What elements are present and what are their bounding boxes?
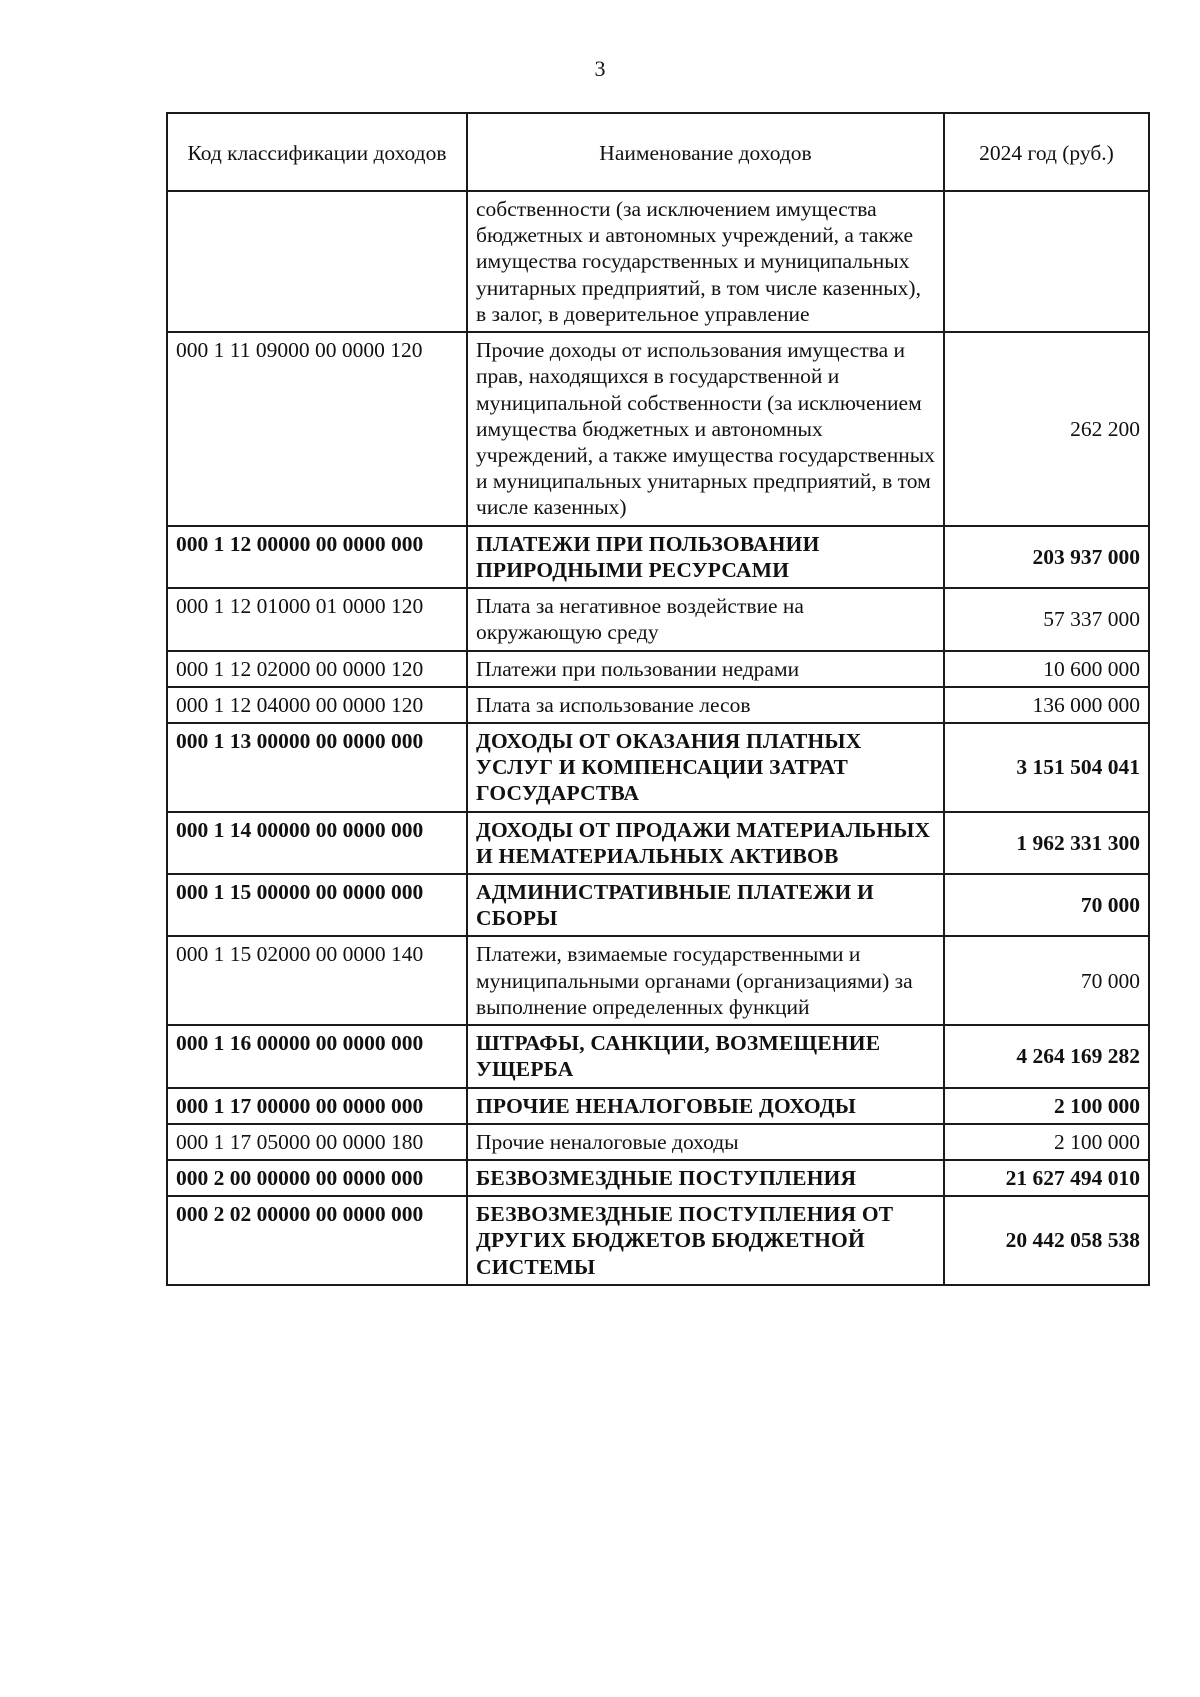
table-header (167, 113, 1149, 191)
name-cell: Прочие неналоговые доходы (467, 1124, 944, 1160)
amount-cell: 136 000 000 (944, 687, 1149, 723)
table-row (167, 191, 1149, 332)
code-cell: 000 1 14 00000 00 0000 000 (167, 812, 467, 874)
amount-cell: 21 627 494 010 (944, 1160, 1149, 1196)
table-row (167, 651, 1149, 687)
header-code: Код классификации доходов (167, 113, 467, 191)
code-cell: 000 1 16 00000 00 0000 000 (167, 1025, 467, 1087)
amount-cell: 262 200 (944, 332, 1149, 526)
name-cell: ПРОЧИЕ НЕНАЛОГОВЫЕ ДОХОДЫ (467, 1088, 944, 1124)
table-row (167, 1025, 1149, 1087)
table-row (167, 588, 1149, 650)
name-cell: Платежи, взимаемые государственными и муниципальными органами (организациями) за выполнение определенных функций (467, 936, 944, 1025)
amount-cell: 70 000 (944, 936, 1149, 1025)
name-cell: Прочие доходы от использования имущества и прав, находящихся в государственной и муниципальной собственности (за исключением имущества бюджетных и автономных учреждений, а также имущества государственных и муниципальных унитарных предприятий, в том числе казенных) (467, 332, 944, 526)
name-cell: Платежи при пользовании недрами (467, 651, 944, 687)
table-row (167, 687, 1149, 723)
code-cell: 000 1 11 09000 00 0000 120 (167, 332, 467, 526)
amount-cell: 203 937 000 (944, 526, 1149, 588)
code-cell: 000 1 12 02000 00 0000 120 (167, 651, 467, 687)
code-cell: 000 1 12 04000 00 0000 120 (167, 687, 467, 723)
code-cell: 000 1 13 00000 00 0000 000 (167, 723, 467, 812)
amount-cell: 4 264 169 282 (944, 1025, 1149, 1087)
name-cell: ДОХОДЫ ОТ ОКАЗАНИЯ ПЛАТНЫХ УСЛУГ И КОМПЕНСАЦИИ ЗАТРАТ ГОСУДАРСТВА (467, 723, 944, 812)
name-cell: АДМИНИСТРАТИВНЫЕ ПЛАТЕЖИ И СБОРЫ (467, 874, 944, 936)
amount-cell: 2 100 000 (944, 1124, 1149, 1160)
code-cell: 000 2 02 00000 00 0000 000 (167, 1196, 467, 1285)
amount-cell: 1 962 331 300 (944, 812, 1149, 874)
name-cell: ШТРАФЫ, САНКЦИИ, ВОЗМЕЩЕНИЕ УЩЕРБА (467, 1025, 944, 1087)
code-cell: 000 2 00 00000 00 0000 000 (167, 1160, 467, 1196)
name-cell: Плата за негативное воздействие на окружающую среду (467, 588, 944, 650)
amount-cell: 70 000 (944, 874, 1149, 936)
revenue-table (166, 112, 1150, 1286)
code-cell: 000 1 15 02000 00 0000 140 (167, 936, 467, 1025)
table-row (167, 332, 1149, 526)
table-row (167, 723, 1149, 812)
page-number: 3 (594, 56, 606, 81)
table-row (167, 1124, 1149, 1160)
name-cell: БЕЗВОЗМЕЗДНЫЕ ПОСТУПЛЕНИЯ ОТ ДРУГИХ БЮДЖЕТОВ БЮДЖЕТНОЙ СИСТЕМЫ (467, 1196, 944, 1285)
table-row (167, 936, 1149, 1025)
table-row (167, 1196, 1149, 1285)
table-row (167, 874, 1149, 936)
table-row (167, 526, 1149, 588)
header-amount: 2024 год (руб.) (944, 113, 1149, 191)
code-cell: 000 1 17 05000 00 0000 180 (167, 1124, 467, 1160)
code-cell: 000 1 17 00000 00 0000 000 (167, 1088, 467, 1124)
name-cell: БЕЗВОЗМЕЗДНЫЕ ПОСТУПЛЕНИЯ (467, 1160, 944, 1196)
amount-cell: 10 600 000 (944, 651, 1149, 687)
code-cell: 000 1 15 00000 00 0000 000 (167, 874, 467, 936)
table-row (167, 812, 1149, 874)
amount-cell: 3 151 504 041 (944, 723, 1149, 812)
name-cell: Плата за использование лесов (467, 687, 944, 723)
code-cell (167, 191, 467, 332)
name-cell: собственности (за исключением имущества бюджетных и автономных учреждений, а также имущества государственных и муниципальных унитарных предприятий, в том числе казенных), в залог, в доверительное управление (467, 191, 944, 332)
amount-cell (944, 191, 1149, 332)
name-cell: ПЛАТЕЖИ ПРИ ПОЛЬЗОВАНИИ ПРИРОДНЫМИ РЕСУРСАМИ (467, 526, 944, 588)
header-name: Наименование доходов (467, 113, 944, 191)
table-row (167, 1088, 1149, 1124)
name-cell: ДОХОДЫ ОТ ПРОДАЖИ МАТЕРИАЛЬНЫХ И НЕМАТЕРИАЛЬНЫХ АКТИВОВ (467, 812, 944, 874)
amount-cell: 2 100 000 (944, 1088, 1149, 1124)
code-cell: 000 1 12 00000 00 0000 000 (167, 526, 467, 588)
table-row (167, 1160, 1149, 1196)
amount-cell: 57 337 000 (944, 588, 1149, 650)
header-row (167, 113, 1149, 191)
amount-cell: 20 442 058 538 (944, 1196, 1149, 1285)
code-cell: 000 1 12 01000 01 0000 120 (167, 588, 467, 650)
table-body (167, 191, 1149, 1285)
